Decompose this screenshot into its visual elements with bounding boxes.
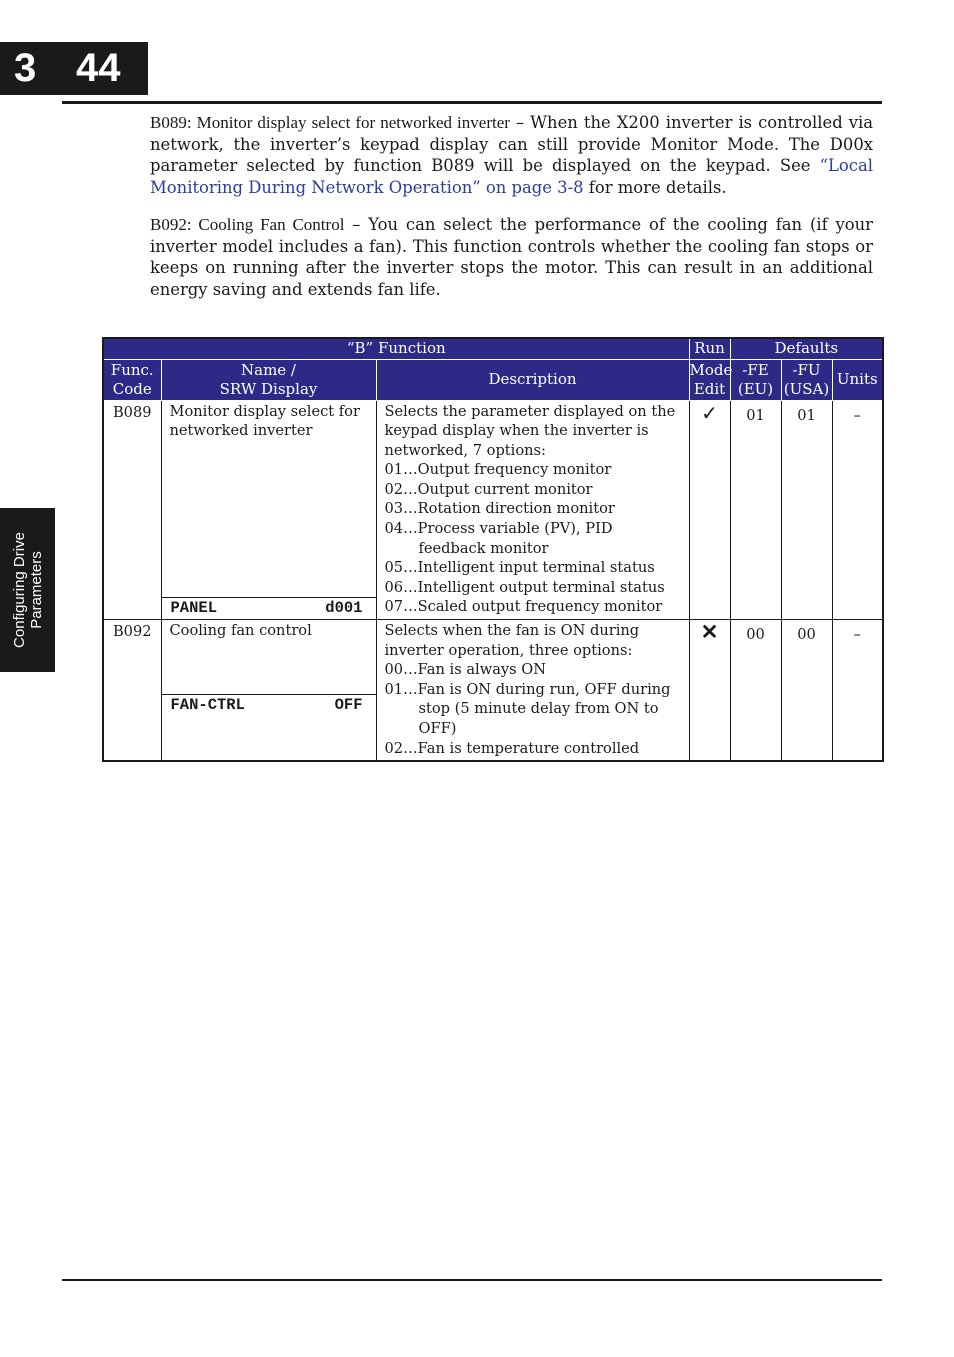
name-cell [161,620,376,762]
default-fe: 01 [730,400,781,620]
default-fu: 00 [781,620,832,762]
srw-display: FAN-CTRL OFF [162,694,376,716]
footer-rule [62,1279,882,1281]
func-code: B089 [103,400,161,620]
srw-display: PANEL d001 [162,597,376,619]
table-row [103,400,883,620]
run-header: Run [689,338,730,359]
header-rule [62,101,882,104]
defaults-header: Defaults [730,338,883,359]
col-header-name: Name / SRW Display [161,359,376,400]
func-code: B092 [103,620,161,762]
section-side-label: Configuring Drive Parameters [10,532,45,648]
units: – [832,620,883,762]
checkmark-icon: ✓ [689,400,730,620]
col-header-fu: -FU (USA) [781,359,832,400]
function-name: Cooling fan control [169,622,312,640]
description: Selects when the fan is ON during inverter operation, three options: 00…Fan is always ON 01…Fan is ON during run, OFF during stop (5 minute delay from ON to OFF) 02…Fan is temperature controlled [376,620,689,762]
paragraph-b089: B089: Monitor display select for networked inverter – When the X200 inverter is controlled via network, the inverter’s keypad display can still provide Monitor Mode. The D00x parameter selected by function B089 will be displayed on the keypad. See “Local Monitoring During Network Operation” on page 3-8 for more details. [150,113,873,197]
name-cell [161,400,376,620]
group-header: “B” Function [103,338,689,359]
default-fu: 01 [781,400,832,620]
paragraph-lead: B092: Cooling Fan Control [150,215,345,234]
paragraph-b092: B092: Cooling Fan Control – You can select the performance of the cooling fan (if your inverter model includes a fan). This function controls whether the cooling fan stops or keeps on running after the inverter stops the motor. This can result in an additional energy saving and extends fan life. [150,215,873,299]
b-function-table [102,337,884,762]
col-header-code: Func. Code [103,359,161,400]
cross-icon: ✕ [689,620,730,762]
col-header-units: Units [832,359,883,400]
description: Selects the parameter displayed on the keypad display when the inverter is networked, 7 options: 01…Output frequency monitor 02…Output current monitor 03…Rotation direction monitor 04…Process variable (PV), PID feedback monitor 05…Intelligent input terminal status 06…Intelligent output terminal status 07…Scaled output frequency monitor [376,400,689,620]
col-header-fe: -FE (EU) [730,359,781,400]
page-number: 44 [76,46,121,90]
paragraph-lead: B089: Monitor display select for networked inverter [150,113,510,132]
units: – [832,400,883,620]
default-fe: 00 [730,620,781,762]
col-header-mode-edit: Mode Edit [689,359,730,400]
chapter-number: 3 [14,46,37,90]
page-number-tab [0,42,148,95]
col-header-description: Description [376,359,689,400]
table-row [103,620,883,762]
section-side-tab [0,508,55,672]
function-name: Monitor display select for networked inverter [169,402,360,440]
cross-reference-link[interactable]: “Local Monitoring During Network Operation” on page 3-8 [150,156,873,197]
